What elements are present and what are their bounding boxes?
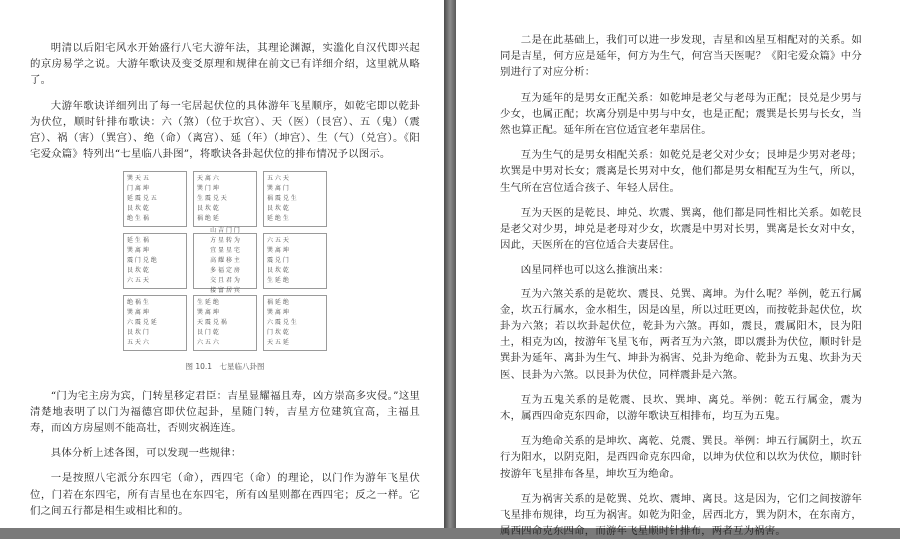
figure-cell-row: 天 五 延 (267, 339, 289, 347)
paragraph: 互为五鬼关系的是乾震、艮坎、巽坤、离兑。举例：乾五行属金，震为木，属西四命克东四命，以游年歌诀互相排布，均互为五鬼。 (500, 393, 862, 423)
figure-cell (193, 295, 257, 351)
paragraph: 一是按照八宅派分东四宅（命），西四宅（命）的理论，以门作为游年飞星伏位，门若在东四宅，所有吉星也在东四宅，所有凶星则都在西四宅；反之一样。它们之间五行都是相生或相比和的。 (30, 472, 420, 517)
figure-cell-row: 五 六 天 (267, 175, 289, 183)
figure-cell-row: 六 震 兑 延 (127, 319, 157, 327)
figure-cell-row: 艮 坎 门 (127, 329, 149, 337)
figure-cell-row: 天 震 兑 祸 (197, 319, 227, 327)
figure-cell-row: 生 延 绝 (267, 277, 289, 285)
figure-cell-row: 接 富 居 宾 (210, 287, 240, 295)
figure-cell-row: 巽 门 坤 (197, 185, 219, 193)
figure-cell-row: 巽 离 坤 (127, 309, 149, 317)
figure-cell-row: 交 且 君 为 (210, 277, 240, 285)
figure-cell-row: 方 星 转 为 (210, 237, 240, 245)
paragraph: 大游年歌诀详细列出了每一宅居起伏位的具体游年飞星顺序，如乾宅即以乾卦为伏位，顺时针排布歌诀：六（煞）（位于坎宫）、天（医）（艮宫）、五（鬼）（震宫）、祸（害）（巽宫）、绝（命）（离宫）、延（年）（坤宫）、生（气）（兑宫）。《阳宅爱众篇》特列出“七星临八卦图”，将歌诀各卦起伏位的排布情况予以图示。 (30, 99, 420, 161)
bagua-figure (120, 171, 330, 375)
figure-cell-row: 六 震 兑 生 (267, 319, 297, 327)
left-page (0, 0, 444, 528)
figure-cell-row: 绝 生 祸 (127, 215, 149, 223)
figure-grid (120, 171, 330, 351)
figure-cell-row: 巽 离 坤 (267, 247, 289, 255)
paragraph: 互为六煞关系的是乾坎、震艮、兑巽、离坤。为什么呢？举例，乾五行属金，坎五行属水，金水相生，因是凶星，所以过旺更凶，而按乾卦起伏位，坎卦为六煞；若以坎卦起伏位，乾卦为六煞。再如，震艮，震属阳木，艮为阳土，相克为凶，按游年飞星飞布，两者互为六煞，即以震卦为伏位，顺时针是巽卦为延年、离卦为生气、坤卦为祸害、兑卦为绝命、乾卦为五鬼、坎卦为天医、艮卦为六煞。以艮卦为伏位，同样震卦是六煞。 (500, 287, 862, 381)
figure-cell-row: 震 门 兑 绝 (127, 257, 157, 265)
figure-cell-row: 祸 震 兑 生 (267, 195, 297, 203)
book-spine (444, 0, 456, 528)
figure-cell-row: 震 兑 门 (267, 257, 289, 265)
figure-cell (263, 233, 327, 289)
figure-cell-row: 山 吉 门 门 (210, 227, 240, 235)
figure-cell-row: 生 震 兑 天 (197, 195, 227, 203)
paragraph: 具体分析上述各图，可以发现一些规律： (50, 447, 242, 460)
figure-cell-row: 艮 门 乾 (197, 329, 219, 337)
right-page (456, 0, 900, 538)
figure-cell-row: 延 生 祸 (127, 237, 149, 245)
figure-cell-row: 巽 离 门 (267, 185, 289, 193)
figure-cell-row: 高 耀 移 主 (210, 257, 240, 265)
figure-caption: 图 10.1 七星临八卦图 (185, 362, 265, 372)
figure-cell (193, 227, 257, 295)
figure-cell-row: 巽 离 坤 (127, 247, 149, 255)
figure-cell-row: 艮 坎 乾 (197, 205, 219, 213)
figure-cell (193, 171, 257, 227)
figure-cell (123, 295, 187, 351)
paragraph: 明清以后阳宅风水开始盛行八宅大游年法，其理论渊源，实滥化自汉代即兴起的京房易学之说。大游年歌诀及变爻原理和规律在前文已有详细介绍，这里就从略了。 (30, 42, 420, 87)
figure-cell-row: 六 五 六 (197, 339, 219, 347)
figure-cell (123, 171, 187, 227)
figure-cell-row: 延 绝 生 (267, 215, 289, 223)
figure-cell-row: 艮 坎 乾 (267, 267, 289, 275)
figure-cell (123, 233, 187, 289)
paragraph: 互为天医的是乾艮、坤兑、坎震、巽离，他们都是同性相比关系。如乾艮是老父对少男，坤兑是老母对少女，坎震是中男对长男，巽离是长女对中女，因此，天医所在的宫位适合夫妻居住。 (500, 206, 862, 252)
figure-cell-row: 多 福 定 房 (210, 267, 240, 275)
figure-cell-row: 艮 坎 乾 (127, 267, 149, 275)
paragraph: 互为延年的是男女正配关系：如乾坤是老父与老母为正配；艮兑是少男与少女，也属正配；坎离分别是中男与中女，也是正配；震巽是长男与长女，当然也算正配。延年所在宫位适宜老年辈居住。 (500, 91, 862, 137)
figure-cell-row: 祸 绝 延 (197, 215, 219, 223)
figure-cell-row: 六 五 天 (127, 277, 149, 285)
figure-cell-row: 天 离 六 (197, 175, 219, 183)
figure-cell-row: 绝 祸 生 (127, 299, 149, 307)
figure-cell-row: 艮 坎 乾 (267, 205, 289, 213)
figure-cell-row: 祸 延 绝 (267, 299, 289, 307)
figure-cell (263, 295, 327, 351)
figure-cell-row: 门 离 坤 (127, 185, 149, 193)
paragraph: 二是在此基础上，我们可以进一步发现，吉星和凶星互相配对的关系。如同是吉星，何方应是延年，何方为生气，何宫当天医呢？《阳宅爱众篇》中分别进行了对应分析： (500, 34, 862, 79)
paragraph: 互为祸害关系的是乾巽、兑坎、震坤、离艮。这是因为，它们之间按游年飞星排布规律，均互为祸害。如乾为阳金，居西北方，巽为阴木，在东南方，属西四命克东四命，而游年飞星顺时针排布，两者互为祸害。 (500, 492, 862, 538)
paragraph: 互为绝命关系的是坤坎、离乾、兑震、巽艮。举例：坤五行属阴土，坎五行为阳水，以阴克阳，是西四命克东四命，以坤为伏位和以坎为伏位，顺时针按游年飞星排布各星，坤坎互为绝命。 (500, 435, 862, 480)
figure-cell-row: 六 五 天 (267, 237, 289, 245)
figure-cell-row: 艮 坎 乾 (127, 205, 149, 213)
figure-cell (263, 171, 327, 227)
figure-cell-row: 延 震 兑 五 (127, 195, 157, 203)
figure-cell-row: 巽 离 坤 (267, 309, 289, 317)
paragraph: 互为生气的是男女相配关系：如乾兑是老父对少女；艮坤是少男对老母；坎巽是中男对长女；震离是长男对中女，他们都是男女相配互为生气，所以，生气所在宫位适合孩子、年轻人居住。 (500, 149, 862, 194)
figure-cell-row: 门 坎 乾 (267, 329, 289, 337)
figure-cell-row: 巽 离 坤 (197, 309, 219, 317)
figure-cell-row: 生 延 绝 (197, 299, 219, 307)
paragraph: 凶星同样也可以这么推演出来： (520, 264, 670, 277)
figure-cell-row: 巽 天 五 (127, 175, 149, 183)
figure-cell-row: 宜 显 星 宅 (210, 247, 240, 255)
figure-cell-row: 五 天 六 (127, 339, 149, 347)
paragraph: “门为宅主房为宾，门转星移定君臣：吉星显耀福且寿，凶方崇高多灾侵。”这里清楚地表明了以门为福德宫即伏位起卦，星随门转，吉星方位建筑宜高，主福且寿，而凶方房屋则不能高壮，否则灾祸连连。 (30, 389, 420, 435)
